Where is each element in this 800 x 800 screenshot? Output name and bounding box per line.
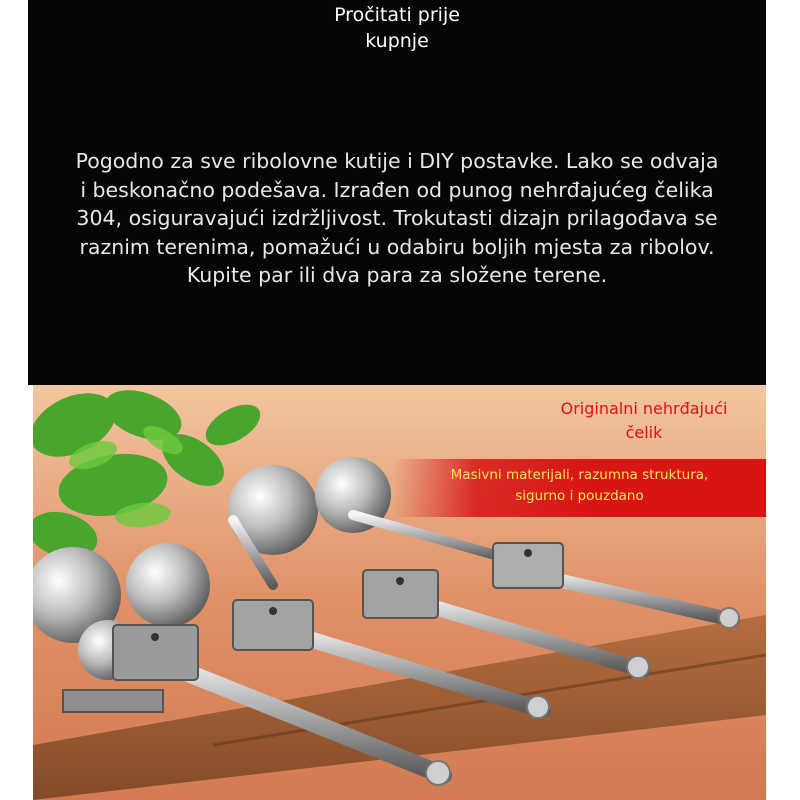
description-line: Kupite par ili dva para za složene terene.	[186, 263, 608, 287]
headline-stainless	[524, 397, 764, 445]
feature-banner	[393, 459, 766, 517]
page-title	[28, 0, 766, 54]
description-line: Pogodno za sve ribolovne kutije i DIY postavke. Lako se odvaja	[75, 149, 719, 173]
description-line: i beskonačno podešava. Izrađen od punog nehrđajućeg čelika	[80, 177, 714, 202]
product-illustration	[33, 385, 766, 800]
headline-line-2: čelik	[625, 423, 663, 442]
description-line: raznim terenima, pomažući u odabiru boljih mjesta za ribolov.	[79, 234, 715, 259]
title-line-2: kupnje	[365, 30, 429, 52]
description-line: 304, osiguravajući izdržljivost. Trokutasti dizajn prilagođava se	[76, 206, 718, 230]
banner-line-2: sigurno i pouzdano	[515, 488, 644, 504]
headline-line-1: Originalni nehrđajući	[560, 399, 728, 418]
product-photo	[33, 385, 766, 800]
banner-line-1: Masivni materijali, razumna struktura,	[450, 467, 709, 483]
title-line-1: Pročitati prije	[334, 4, 460, 26]
banner-text	[393, 465, 766, 507]
product-description	[38, 147, 756, 290]
dark-info-panel	[28, 0, 766, 385]
